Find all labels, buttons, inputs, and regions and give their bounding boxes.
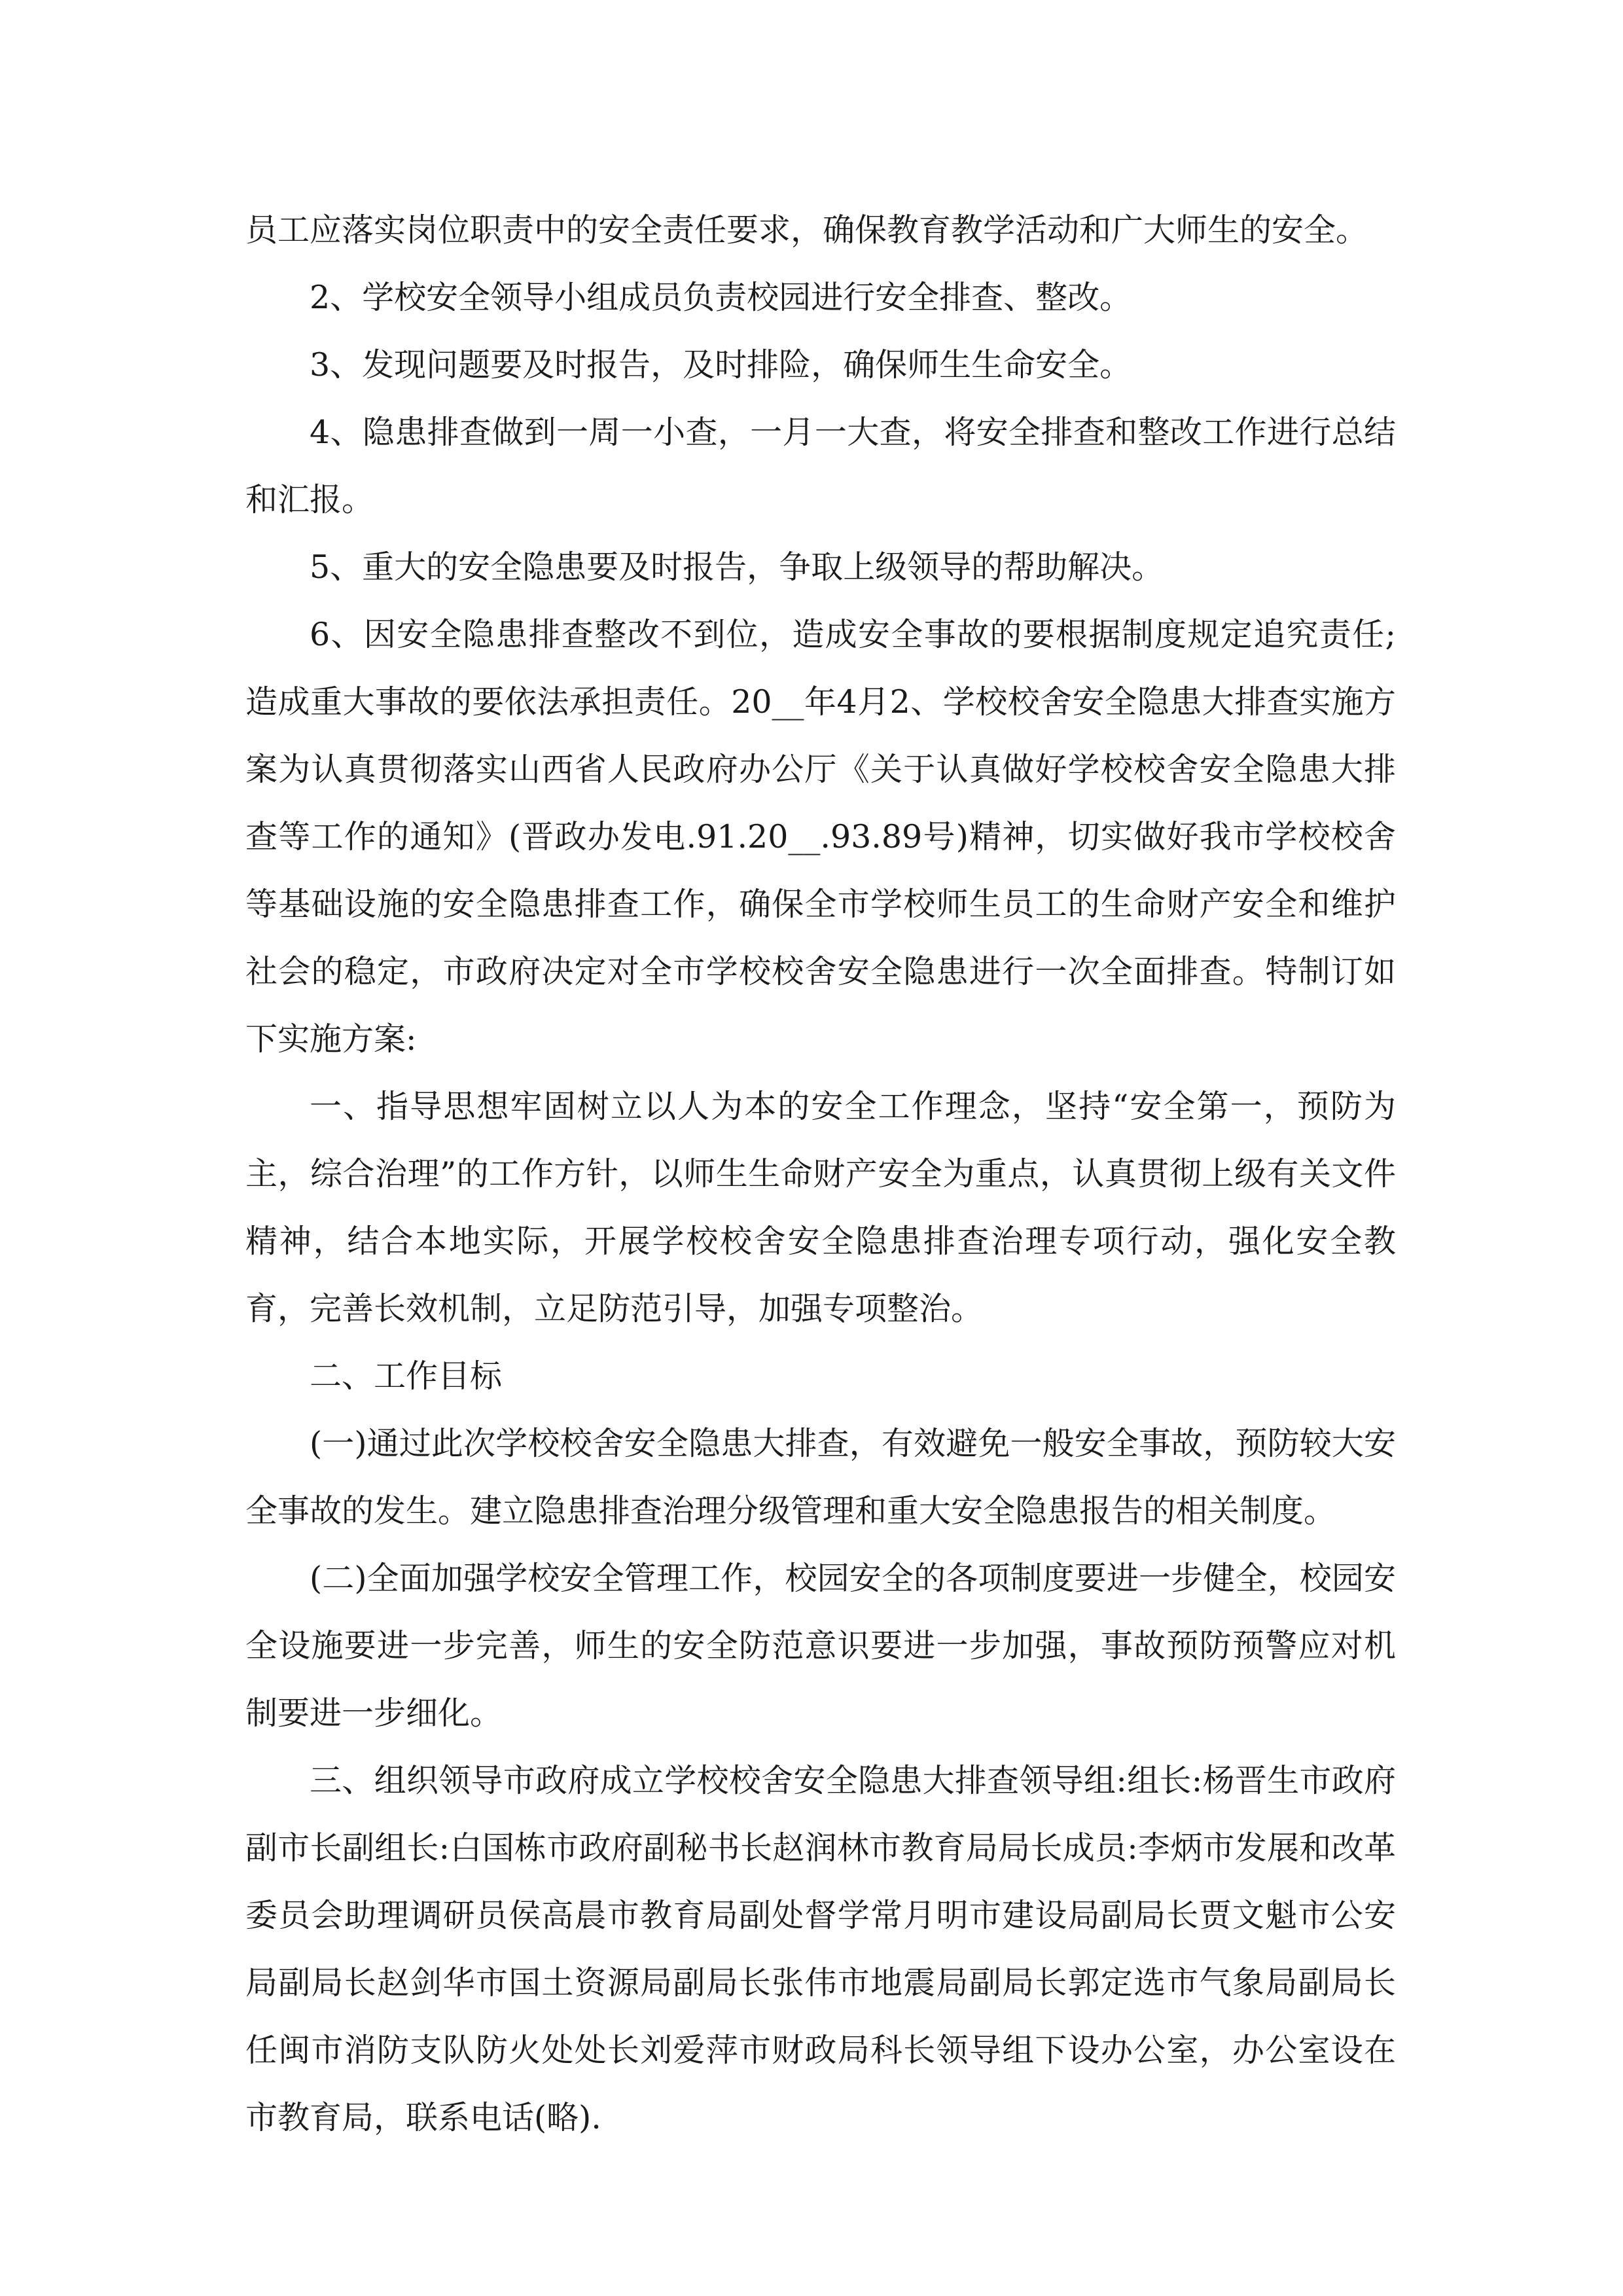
paragraph-7: 一、指导思想牢固树立以人为本的安全工作理念，坚持“安全第一，预防为主，综合治理”的工作方针，以师生生命财产安全为重点，认真贯彻上级有关文件精神，结合本地实际，开展学校校舍安全隐患排查治理专项行动，强化安全教育，完善长效机制，立足防范引导，加强专项整治。 (245, 1088, 1396, 1327)
paragraph-11: 三、组织领导市政府成立学校校舍安全隐患大排查领导组:组长:杨晋生市政府副市长副组长:白国栋市政府副秘书长赵润林市教育局局长成员:李炳市发展和改革委员会助理调研员侯高晨市教育局副处督学常月明市建设局副局长贾文魁市公安局副局长赵剑华市国土资源局副局长张伟市地震局副局长郭定选市气象局副局长任闽市消防支队防火处处长刘爱萍市财政局科长领导组下设办公室，办公室设在市教育局，联系电话(略). (245, 1762, 1396, 2136)
paragraph-2: 2、学校安全领导小组成员负责校园进行安全排查、整改。 (310, 279, 1132, 316)
paragraph-5: 5、重大的安全隐患要及时报告，争取上级领导的帮助解决。 (310, 548, 1164, 586)
paragraph-9: (一)通过此次学校校舍安全隐患大排查，有效避免一般安全事故，预防较大安全事故的发生。建立隐患排查治理分级管理和重大安全隐患报告的相关制度。 (245, 1425, 1396, 1530)
paragraph-4: 4、隐患排查做到一周一小查，一月一大查，将安全排查和整改工作进行总结和汇报。 (245, 414, 1396, 518)
paragraph-1: 员工应落实岗位职责中的安全责任要求，确保教育教学活动和广大师生的安全。 (245, 211, 1368, 249)
paragraph-10: (二)全面加强学校安全管理工作，校园安全的各项制度要进一步健全，校园安全设施要进一步完善，师生的安全防范意识要进一步加强，事故预防预警应对机制要进一步细化。 (245, 1560, 1396, 1732)
section-heading-goals: 二、工作目标 (310, 1357, 503, 1395)
paragraph-3: 3、发现问题要及时报告，及时排险，确保师生生命安全。 (310, 346, 1132, 384)
document-body (245, 196, 1396, 2151)
paragraph-6: 6、因安全隐患排查整改不到位，造成安全事故的要根据制度规定追究责任;造成重大事故的要依法承担责任。20__年4月2、学校校舍安全隐患大排查实施方案为认真贯彻落实山西省人民政府办公厅《关于认真做好学校校舍安全隐患大排查等工作的通知》(晋政办发电.91.20__.93.89号)精神，切实做好我市学校校舍等基础设施的安全隐患排查工作，确保全市学校师生员工的生命财产安全和维护社会的稳定，市政府决定对全市学校校舍安全隐患进行一次全面排查。特制订如下实施方案: (245, 616, 1396, 1058)
